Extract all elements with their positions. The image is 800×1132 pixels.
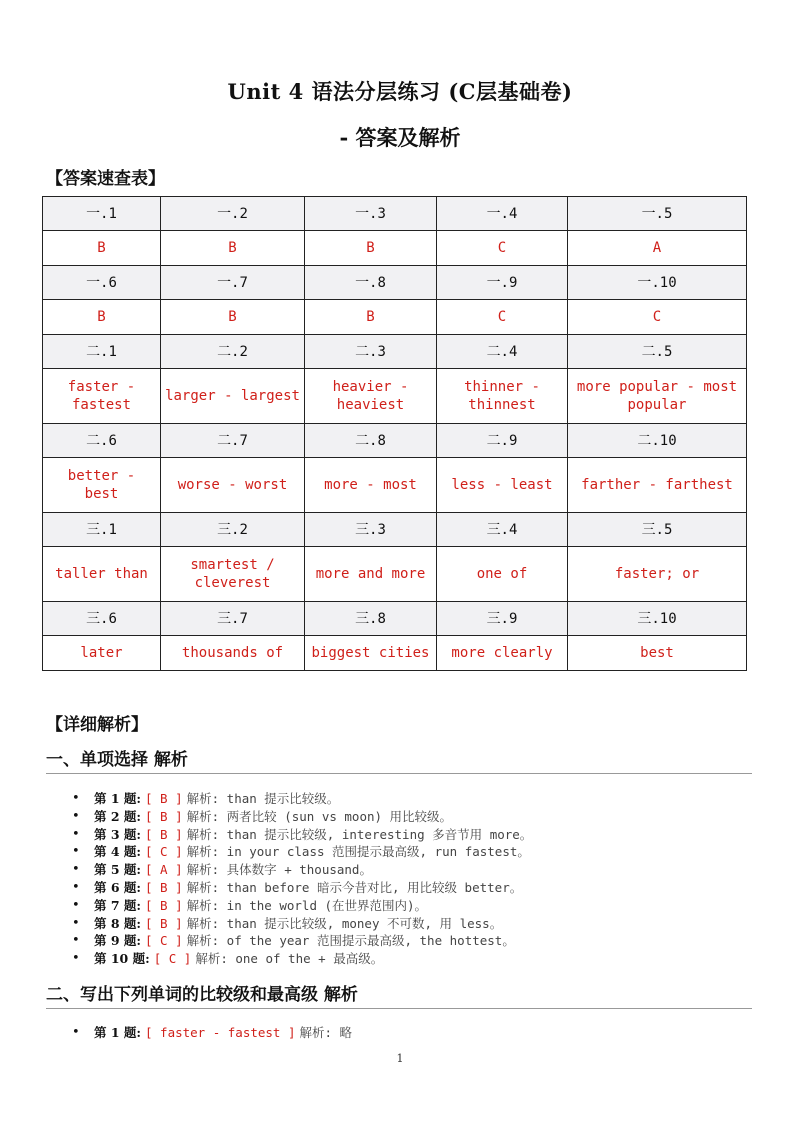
answer-cell: best: [568, 636, 747, 671]
question-label-cell: 三.1: [43, 513, 161, 547]
question-number: 第 1 题:: [94, 791, 142, 806]
question-number: 第 3 题:: [94, 826, 142, 842]
question-label-cell: 三.5: [568, 513, 747, 547]
explanation-text: 解析: 具体数字 + thousand。: [186, 862, 372, 878]
answer-cell: larger - largest: [161, 369, 305, 424]
answer-cell: farther - farthest: [568, 458, 747, 513]
question-label-cell: 一.3: [305, 197, 437, 231]
page-number: 1: [396, 1052, 404, 1065]
answer-cell: one of: [437, 547, 568, 602]
question-label-cell: 三.4: [437, 513, 568, 547]
answer-text: [ C ]: [145, 844, 183, 860]
table-answer-row: [43, 636, 747, 671]
explanation-text: 解析: in the world (在世界范围内)。: [186, 897, 428, 913]
explanation-text: 解析: than 提示比较级, interesting 多音节用 more。: [186, 826, 533, 842]
question-label-cell: 三.10: [568, 602, 747, 636]
table-header-row: [43, 513, 747, 547]
list-item: [62, 843, 532, 861]
table-answer-row: [43, 458, 747, 513]
answer-cell: more - most: [305, 458, 437, 513]
section1-title: 一、单项选择 解析: [46, 745, 752, 774]
question-label-cell: 一.5: [568, 197, 747, 231]
answer-cell: more clearly: [437, 636, 568, 671]
list-item: [62, 808, 532, 826]
question-label-cell: 三.8: [305, 602, 437, 636]
answer-cell: B: [43, 300, 161, 335]
question-number: 第 1 题:: [94, 1025, 142, 1040]
question-label-cell: 二.8: [305, 424, 437, 458]
answer-quick-table: [42, 196, 747, 671]
question-label-cell: 一.1: [43, 197, 161, 231]
explanation-text: 解析: of the year 范围提示最高级, the hottest。: [186, 933, 515, 949]
explanation-text: 解析: one of the + 最高级。: [195, 951, 384, 967]
answer-text: [ B ]: [145, 808, 183, 824]
answer-cell: better - best: [43, 458, 161, 513]
detail-heading: 【详细解析】: [46, 715, 148, 735]
list-item: [62, 879, 532, 897]
question-label-cell: 一.10: [568, 266, 747, 300]
table-header-row: [43, 266, 747, 300]
question-number: 第 10 题:: [94, 951, 150, 967]
table-header-row: [43, 602, 747, 636]
answer-text: [ B ]: [145, 897, 183, 913]
question-label-cell: 三.7: [161, 602, 305, 636]
question-label-cell: 一.9: [437, 266, 568, 300]
answer-text: [ B ]: [145, 826, 183, 842]
answer-cell: A: [568, 231, 747, 266]
question-label-cell: 三.6: [43, 602, 161, 636]
answer-text: [ A ]: [145, 862, 183, 878]
answer-cell: faster - fastest: [43, 369, 161, 424]
question-label-cell: 一.6: [43, 266, 161, 300]
list-item: [62, 1024, 352, 1042]
table-header-row: [43, 424, 747, 458]
answer-cell: B: [43, 231, 161, 266]
question-label-cell: 三.3: [305, 513, 437, 547]
question-label-cell: 一.8: [305, 266, 437, 300]
document-title: Unit 4 语法分层练习 (C层基础卷): [227, 79, 573, 104]
answer-cell: B: [305, 300, 437, 335]
table-header-row: [43, 197, 747, 231]
answer-cell: B: [161, 231, 305, 266]
answer-cell: taller than: [43, 547, 161, 602]
question-number: 第 4 题:: [94, 844, 142, 860]
answer-text: [ C ]: [153, 951, 192, 967]
answer-text: [ C ]: [145, 933, 183, 949]
list-item: [62, 790, 532, 808]
answer-cell: thinner - thinnest: [437, 369, 568, 424]
explanation-text: 解析: than before 暗示今昔对比, 用比较级 better。: [186, 879, 523, 895]
answer-cell: C: [568, 300, 747, 335]
answer-cell: thousands of: [161, 636, 305, 671]
question-number: 第 6 题:: [94, 879, 142, 895]
list-item: [62, 897, 532, 915]
answer-cell: less - least: [437, 458, 568, 513]
question-label-cell: 二.1: [43, 335, 161, 369]
list-item: [62, 861, 532, 879]
question-number: 第 9 题:: [94, 933, 142, 949]
list-item: [62, 826, 532, 844]
question-label-cell: 二.9: [437, 424, 568, 458]
question-label-cell: 二.3: [305, 335, 437, 369]
answer-text: [ B ]: [145, 915, 183, 931]
question-label-cell: 二.7: [161, 424, 305, 458]
explanation-text: 解析: than 提示比较级, money 不可数, 用 less。: [186, 915, 503, 931]
section1-list: [62, 790, 532, 968]
document-subtitle: - 答案及解析: [339, 125, 461, 150]
question-number: 第 2 题:: [94, 808, 142, 824]
answer-cell: later: [43, 636, 161, 671]
explanation-text: 解析: in your class 范围提示最高级, run fastest。: [186, 844, 530, 860]
question-label-cell: 二.6: [43, 424, 161, 458]
answer-cell: C: [437, 300, 568, 335]
answer-cell: more and more: [305, 547, 437, 602]
question-label-cell: 三.9: [437, 602, 568, 636]
question-number: 第 8 题:: [94, 915, 142, 931]
answer-text: [ B ]: [145, 879, 183, 895]
answer-cell: heavier - heaviest: [305, 369, 437, 424]
answer-cell: C: [437, 231, 568, 266]
answer-cell: more popular - most popular: [568, 369, 747, 424]
list-item: [62, 950, 532, 968]
question-label-cell: 一.7: [161, 266, 305, 300]
answer-cell: smartest / cleverest: [161, 547, 305, 602]
answer-cell: biggest cities: [305, 636, 437, 671]
question-number: 第 5 题:: [94, 862, 142, 878]
question-number: 第 7 题:: [94, 897, 142, 913]
question-label-cell: 二.5: [568, 335, 747, 369]
question-label-cell: 三.2: [161, 513, 305, 547]
question-label-cell: 一.4: [437, 197, 568, 231]
answer-cell: faster; or: [568, 547, 747, 602]
question-label-cell: 二.10: [568, 424, 747, 458]
answer-cell: worse - worst: [161, 458, 305, 513]
explanation-text: 解析: than 提示比较级。: [186, 791, 340, 806]
answer-text: [ faster - fastest ]: [145, 1025, 296, 1040]
question-label-cell: 二.4: [437, 335, 568, 369]
table-answer-row: [43, 547, 747, 602]
explanation-text: 解析: 两者比较 (sun vs moon) 用比较级。: [186, 808, 453, 824]
answer-text: [ B ]: [145, 791, 183, 806]
table-header-row: [43, 335, 747, 369]
list-item: [62, 932, 532, 950]
answer-cell: B: [305, 231, 437, 266]
list-item: [62, 915, 532, 933]
explanation-text: 解析: 略: [299, 1025, 353, 1040]
question-label-cell: 二.2: [161, 335, 305, 369]
table-answer-row: [43, 369, 747, 424]
section2-list: [62, 1024, 352, 1042]
answer-cell: B: [161, 300, 305, 335]
table-answer-row: [43, 231, 747, 266]
quick-table-heading: 【答案速查表】: [46, 169, 165, 189]
section2-title: 二、写出下列单词的比较级和最高级 解析: [46, 980, 752, 1009]
question-label-cell: 一.2: [161, 197, 305, 231]
table-answer-row: [43, 300, 747, 335]
